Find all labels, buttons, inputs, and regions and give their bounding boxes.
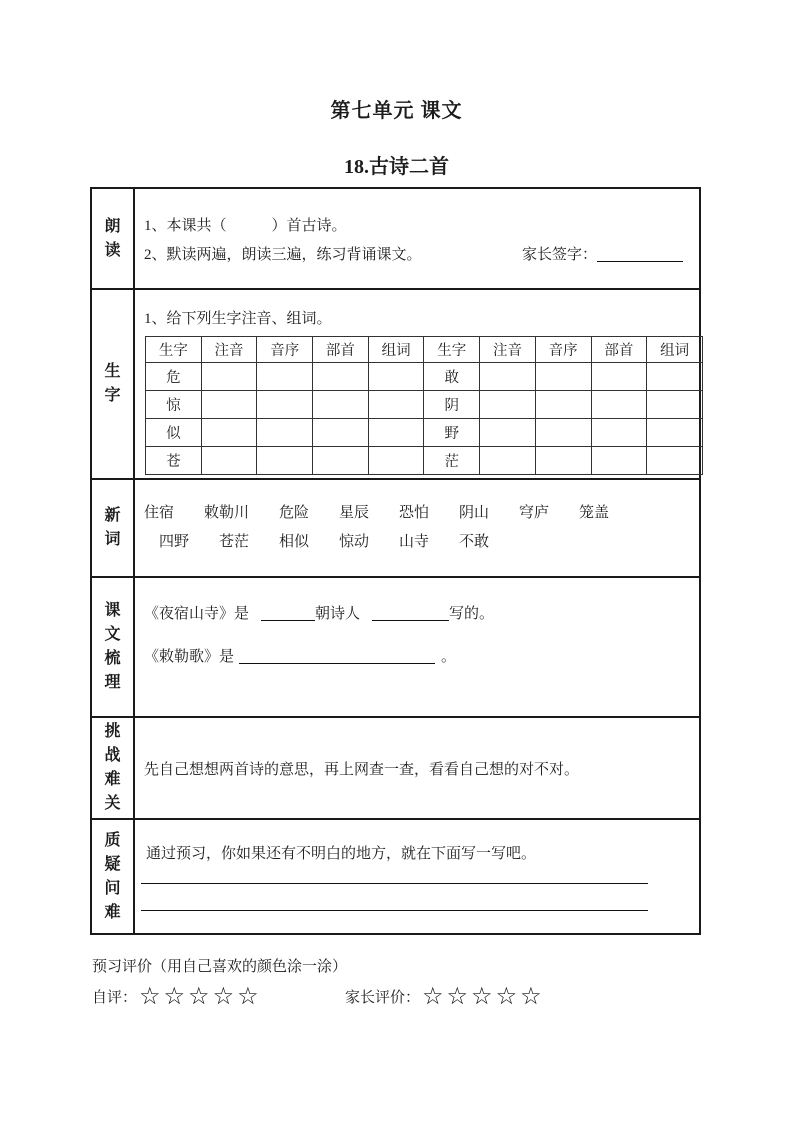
outline-sentence-1 [144, 604, 699, 624]
char-table-cell [257, 447, 313, 475]
char-table-cell [480, 419, 536, 447]
char-column-header: 生字 [424, 337, 480, 363]
char-table-cell: 茫 [424, 447, 480, 475]
char-table-cell [368, 447, 424, 475]
section-questions-content [135, 820, 699, 933]
questions-text: 通过预习，你如果还有不明白的地方，就在下面写一写吧。 [146, 846, 537, 862]
questions-write-line-1 [141, 883, 648, 884]
parent-rating-stars: ☆☆☆☆☆ [422, 982, 545, 1010]
char-table-cell [313, 363, 369, 391]
section-characters-content [135, 290, 699, 478]
section-outline-label-cell [92, 578, 135, 716]
section-challenge-label-cell [92, 718, 135, 818]
rating-line [92, 979, 703, 1015]
char-table-cell [313, 419, 369, 447]
char-table-cell [257, 391, 313, 419]
section-reading-content [135, 189, 699, 288]
section-characters [92, 290, 699, 480]
characters-table [145, 336, 703, 475]
parent-signature [522, 241, 699, 270]
char-table-row [146, 391, 703, 419]
section-reading-label: 朗读 [104, 217, 121, 259]
char-table-cell [591, 419, 647, 447]
section-questions-label: 质疑问难 [104, 831, 121, 921]
outline-s1-post: 写的。 [449, 606, 495, 622]
char-table-cell [647, 419, 703, 447]
section-challenge-content [135, 718, 699, 818]
char-column-header: 组词 [647, 337, 703, 363]
section-outline [92, 578, 699, 718]
questions-write-line-2 [141, 910, 648, 911]
char-table-cell [647, 363, 703, 391]
unit-title: 第七单元 课文 [330, 100, 463, 122]
char-table-cell: 阴 [424, 391, 480, 419]
char-table-cell [591, 363, 647, 391]
section-words-label-cell [92, 480, 135, 576]
char-table-cell [201, 447, 257, 475]
section-words-content [135, 480, 699, 576]
self-rating-stars: ☆☆☆☆☆ [139, 982, 262, 1010]
char-table-cell: 危 [146, 363, 202, 391]
char-table-cell [647, 391, 703, 419]
reading-task-1: 1、本课共（ ）首古诗。 [144, 218, 347, 234]
challenge-text: 先自己想想两首诗的意思，再上网查一查，看看自己想的对不对。 [144, 761, 580, 778]
char-column-header: 生字 [146, 337, 202, 363]
char-table-cell [257, 419, 313, 447]
char-table-row [146, 447, 703, 475]
char-table-cell [480, 447, 536, 475]
char-table-cell [201, 363, 257, 391]
char-column-header: 注音 [480, 337, 536, 363]
section-outline-content [135, 578, 699, 716]
section-reading [92, 189, 699, 290]
char-table-row [146, 363, 703, 391]
parent-rating [345, 979, 545, 1013]
reading-task-2: 2、默读两遍，朗读三遍，练习背诵课文。 [144, 247, 422, 263]
char-column-header: 音序 [535, 337, 591, 363]
char-table-cell [368, 419, 424, 447]
section-outline-label: 课文梳理 [104, 602, 121, 691]
char-table-cell: 似 [146, 419, 202, 447]
parent-rating-label: 家长评价： [345, 989, 421, 1006]
char-table-cell [201, 391, 257, 419]
outline-s1-blank-poet [372, 604, 449, 621]
outline-s1-mid: 朝诗人 [315, 606, 361, 622]
char-table-row [146, 419, 703, 447]
characters-instruction: 1、给下列生字注音、组词。 [144, 311, 332, 327]
char-column-header: 注音 [201, 337, 257, 363]
evaluation-note: 预习评价（用自己喜欢的颜色涂一涂） [92, 959, 348, 975]
char-table-cell [313, 391, 369, 419]
char-table-cell [368, 363, 424, 391]
parent-signature-label: 家长签字： [521, 247, 597, 263]
reading-task-2-line [144, 241, 699, 270]
char-table-cell: 惊 [146, 391, 202, 419]
worksheet-table [90, 187, 701, 935]
outline-s2-post: 。 [441, 649, 457, 665]
preview-evaluation [92, 956, 703, 1015]
char-table-cell [368, 391, 424, 419]
char-table-header-row [146, 337, 703, 363]
char-table-cell: 敢 [424, 363, 480, 391]
outline-s1-pre: 《夜宿山寺》是 [144, 606, 250, 622]
char-table-cell: 苍 [146, 447, 202, 475]
char-table-cell: 野 [424, 419, 480, 447]
self-rating-label: 自评： [92, 989, 138, 1006]
parent-signature-blank [597, 245, 683, 262]
lesson-title: 18.古诗二首 [344, 156, 449, 178]
char-table-cell [480, 363, 536, 391]
section-questions-label-cell [92, 820, 135, 933]
section-questions [92, 820, 699, 933]
self-rating [92, 979, 262, 1013]
outline-s1-blank-dynasty [261, 604, 315, 621]
char-table-cell [257, 363, 313, 391]
char-table-cell [201, 419, 257, 447]
section-challenge [92, 718, 699, 820]
section-characters-label: 生字 [104, 363, 121, 404]
section-words-label: 新词 [104, 507, 121, 548]
outline-s2-blank [239, 647, 435, 664]
section-characters-label-cell [92, 290, 135, 478]
char-table-cell [535, 363, 591, 391]
words-line-2: 四野 苍茫 相似 惊动 山寺 不敢 [159, 534, 490, 550]
char-table-cell [647, 447, 703, 475]
char-table-cell [591, 391, 647, 419]
char-column-header: 部首 [591, 337, 647, 363]
char-table-cell [480, 391, 536, 419]
char-table-cell [535, 391, 591, 419]
words-line-1: 住宿 敕勒川 危险 星辰 恐怕 阴山 穹庐 笼盖 [144, 505, 610, 521]
outline-sentence-2 [144, 647, 699, 667]
char-table-cell [591, 447, 647, 475]
section-challenge-label: 挑战难关 [104, 723, 121, 812]
char-column-header: 部首 [313, 337, 369, 363]
char-table-cell [535, 447, 591, 475]
section-reading-label-cell [92, 189, 135, 288]
outline-s2-pre: 《敕勒歌》是 [144, 649, 235, 665]
char-table-cell [313, 447, 369, 475]
char-column-header: 音序 [257, 337, 313, 363]
section-words [92, 480, 699, 578]
char-column-header: 组词 [368, 337, 424, 363]
char-table-cell [535, 419, 591, 447]
